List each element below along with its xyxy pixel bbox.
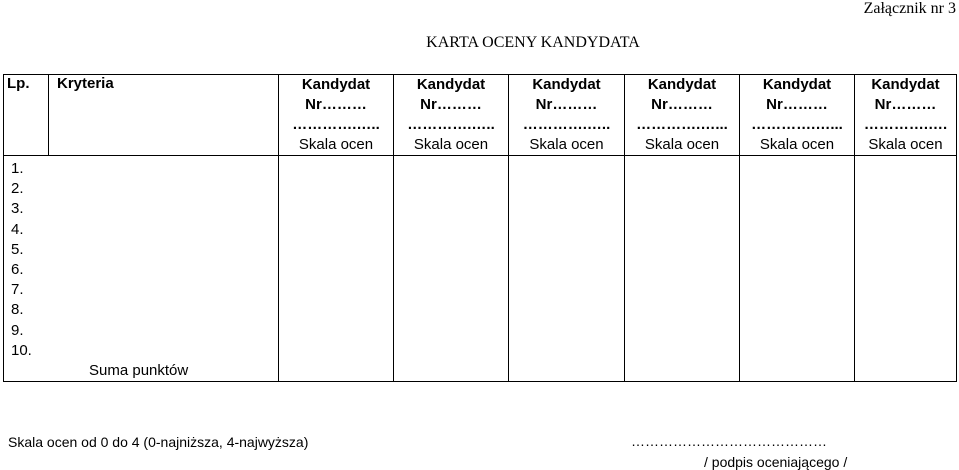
score-cell[interactable] [394,156,509,382]
candidate-header [740,75,855,156]
row-number: 4. [11,220,24,238]
attachment-label: Załącznik nr 3 [863,0,956,17]
candidate-name-line: ………….….. [407,116,495,133]
row-number: 3. [11,200,24,218]
candidate-number: Nr……… [535,96,598,113]
candidate-scale: Skala ocen [868,136,943,153]
candidate-name-line: ………….….. [522,116,611,133]
evaluation-table [3,74,957,382]
candidate-number: Nr……… [766,96,828,113]
row-number: 7. [11,281,24,299]
candidate-label: Kandydat [532,76,601,93]
candidate-scale: Skala ocen [759,136,835,153]
sum-label: Suma punktów [89,362,189,380]
signature-label: / podpis oceniającego / [704,454,848,470]
candidate-header [855,75,957,156]
row-number: 9. [11,321,24,339]
candidate-scale: Skala ocen [644,136,720,153]
scale-note: Skala ocen od 0 do 4 (0-najniższa, 4-najwyższa) [8,434,309,450]
candidate-scale: Skala ocen [298,136,374,153]
candidate-name-line: ………….…... [636,116,728,133]
candidate-label: Kandydat [647,76,717,93]
row-number: 1. [11,160,24,177]
table-header-row [4,75,957,156]
candidate-label: Kandydat [416,76,486,93]
score-cell[interactable] [509,156,625,382]
score-cell[interactable] [740,156,855,382]
criteria-list [4,156,279,382]
candidate-name-line: ………….…. [863,116,948,133]
candidate-number: Nr……… [305,96,367,113]
candidate-number: Nr……… [874,96,937,113]
candidate-number: Nr……… [651,96,713,113]
column-header-lp: Lp. [4,75,49,156]
candidate-header [625,75,740,156]
candidate-scale: Skala ocen [529,136,604,153]
candidate-header [279,75,394,156]
candidate-name-line: ………….….. [292,116,380,133]
row-number: 10. [11,341,32,359]
row-number: 2. [11,180,24,198]
score-cell[interactable] [855,156,957,382]
row-number: 5. [11,240,24,258]
page-title: KARTA OCENY KANDYDATA [426,34,640,51]
candidate-scale: Skala ocen [413,136,489,153]
column-header-criteria: Kryteria [49,75,279,156]
candidate-header [509,75,625,156]
row-number: 8. [11,301,24,319]
candidate-number: Nr……… [420,96,482,113]
row-number: 6. [11,261,24,279]
table-body-row [4,156,957,382]
candidate-label: Kandydat [871,76,940,93]
score-cell[interactable] [625,156,740,382]
score-cell[interactable] [279,156,394,382]
signature-line: …………………………………… [631,433,827,449]
candidate-label: Kandydat [301,76,371,93]
candidate-header [394,75,509,156]
candidate-name-line: ………….…... [751,116,843,133]
candidate-label: Kandydat [762,76,832,93]
